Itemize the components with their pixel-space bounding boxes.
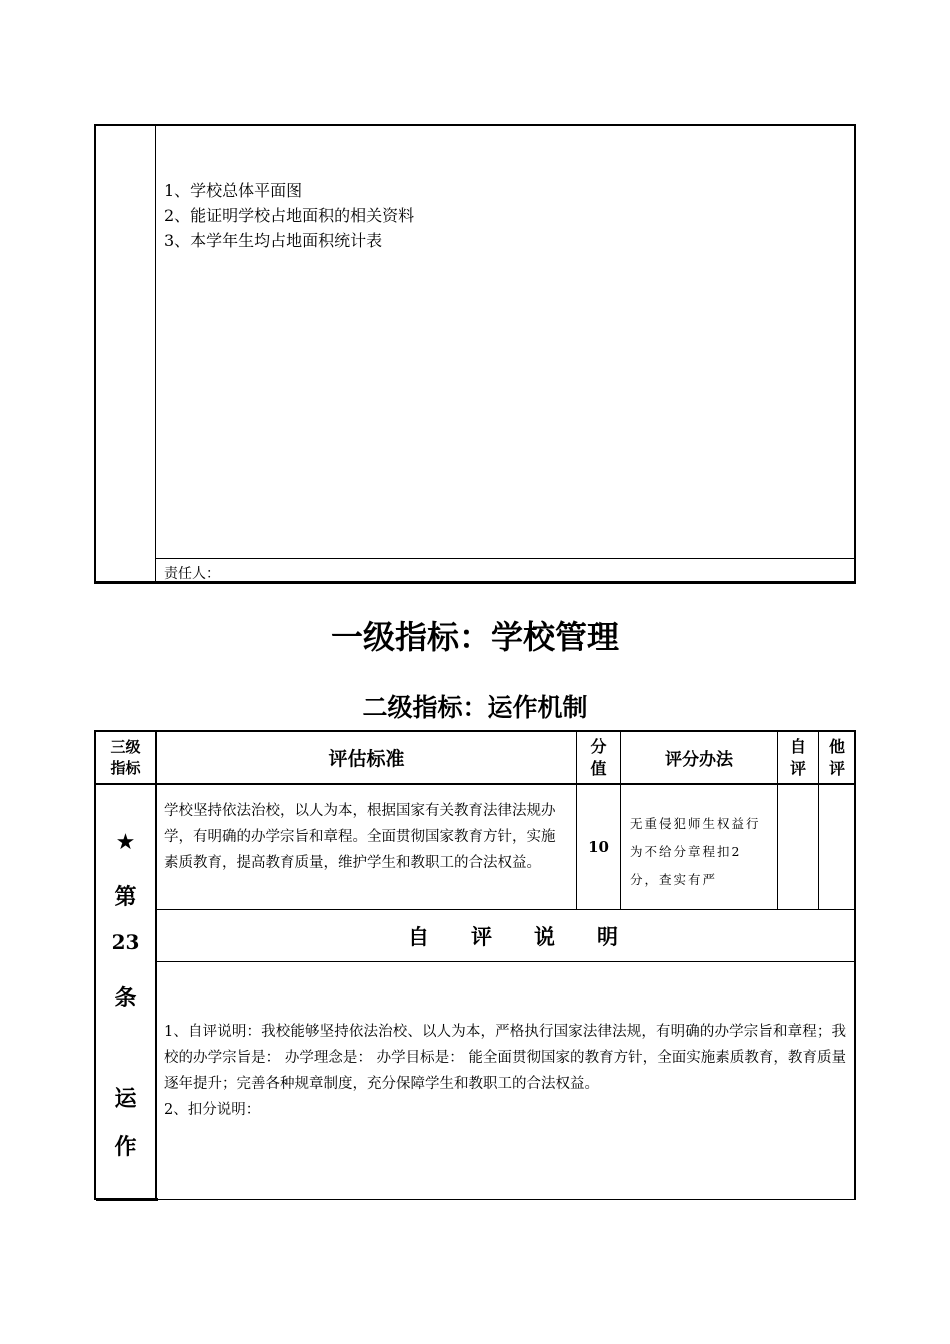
materials-item: 1、学校总体平面图 bbox=[164, 181, 303, 200]
materials-list bbox=[164, 178, 414, 253]
deduction-explain-paragraph: 2、扣分说明： bbox=[164, 1102, 261, 1118]
materials-item: 2、能证明学校占地面积的相关资料 bbox=[164, 206, 415, 225]
self-explain-title: 自评说明 bbox=[408, 924, 660, 949]
star-icon: ★ bbox=[115, 830, 136, 855]
header-other-eval bbox=[819, 732, 855, 783]
table-bottom-border bbox=[156, 1199, 856, 1200]
self-explain-paragraph: 1、自评说明：我校能够坚持依法治校、以人为本，严格执行国家法律法规，有明确的办学宗旨和章程；我校的办学宗旨是： 办学理念是： 办学目标是： 能全面贯彻国家的教育方针，全面实施素质教育，教育质量逐年提升；完善各种规章制度，充分保障学生和教职工的合法权益。 bbox=[164, 1024, 846, 1092]
evaluation-table bbox=[94, 730, 856, 1200]
column-divider-bold bbox=[155, 732, 157, 1200]
header-criteria: 评估标准 bbox=[328, 748, 405, 770]
header-score-line1: 分 bbox=[590, 736, 607, 756]
row-divider bbox=[156, 961, 856, 962]
header-level3-indicator bbox=[96, 732, 155, 783]
self-eval-cell[interactable] bbox=[778, 785, 818, 909]
indicator-number: 23 bbox=[111, 930, 140, 954]
self-explain-body bbox=[164, 1019, 846, 1123]
scoring-method-text: 无重侵犯师生权益行为不给分章程扣2分，查实有严 bbox=[630, 816, 761, 887]
header-self-line2: 评 bbox=[789, 758, 806, 778]
left-column-bottom bbox=[96, 1198, 158, 1201]
materials-left-column bbox=[96, 126, 156, 581]
indicator-char: 作 bbox=[114, 1135, 137, 1160]
header-score-line2: 值 bbox=[590, 758, 607, 778]
materials-item: 3、本学年生均占地面积统计表 bbox=[164, 231, 383, 250]
score-value: 10 bbox=[588, 838, 609, 856]
header-other-line2: 评 bbox=[828, 758, 845, 778]
header-other-line1: 他 bbox=[828, 736, 845, 756]
level1-title: 一级指标：学校管理 bbox=[330, 618, 619, 656]
header-divider bbox=[96, 783, 856, 785]
materials-table bbox=[94, 124, 856, 584]
header-self-line1: 自 bbox=[789, 736, 806, 756]
table-right-border bbox=[855, 732, 856, 1200]
responsible-person-label: 责任人： bbox=[164, 566, 220, 582]
header-level3-line2: 指标 bbox=[110, 758, 141, 777]
header-score bbox=[577, 732, 620, 783]
criteria-text: 学校坚持依法治校，以人为本，根据国家有关教育法律法规办学，有明确的办学宗旨和章程。全面贯彻国家教育方针，实施素质教育，提高教育质量，维护学生和教职工的合法权益。 bbox=[164, 803, 556, 871]
indicator-char: 运 bbox=[114, 1087, 137, 1112]
other-eval-cell[interactable] bbox=[819, 785, 855, 909]
header-level3-line1: 三级 bbox=[110, 737, 141, 756]
materials-content-cell bbox=[156, 126, 854, 559]
indicator-char: 第 bbox=[114, 885, 137, 910]
header-method: 评分办法 bbox=[665, 750, 733, 770]
indicator-char: 条 bbox=[114, 986, 137, 1011]
level2-title: 二级指标：运作机制 bbox=[362, 693, 588, 722]
header-self-eval bbox=[778, 732, 818, 783]
